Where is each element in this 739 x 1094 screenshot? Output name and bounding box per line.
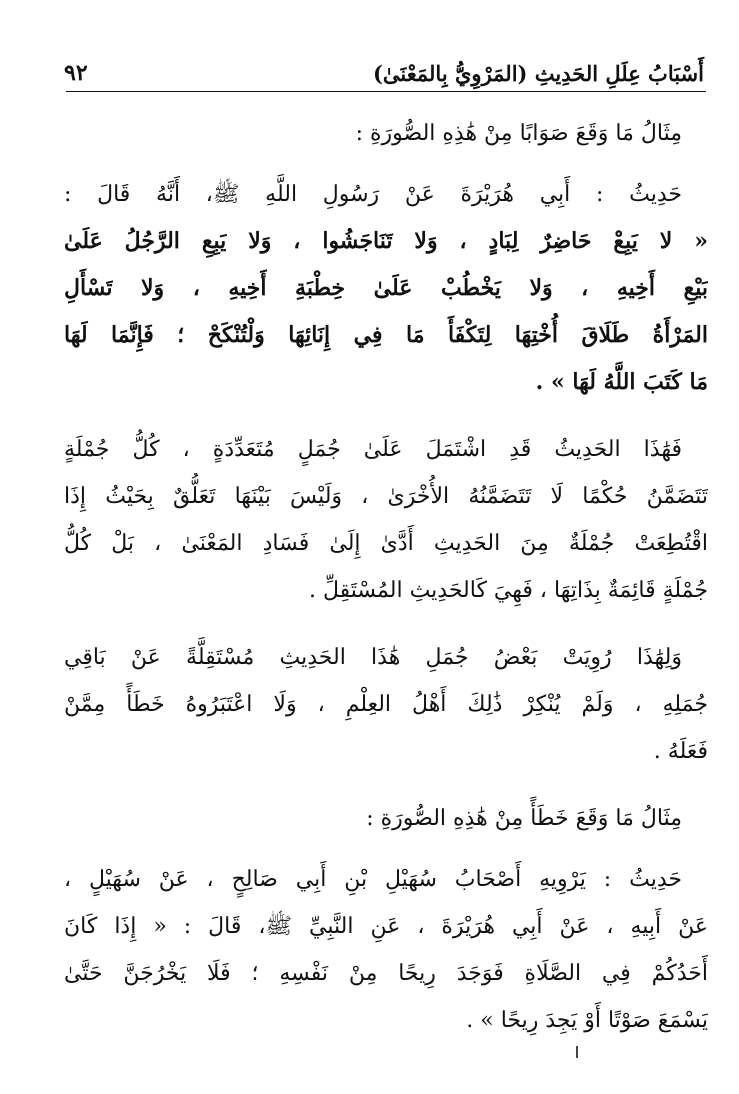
header-divider (66, 91, 706, 92)
page-body (64, 110, 708, 1044)
text-line: تَتَضَمَّنُ حُكْمًا لَا تَتَضَمَّنُهُ الأُخْرَىٰ ، وَلَيْسَ بَيْنَهَا تَعَلُّقٌ بِحَيْثُ إِذَا (64, 484, 708, 509)
hadith-paragraph (64, 171, 708, 406)
note-paragraph (64, 634, 708, 775)
text-line: عَنْ أَبِيهِ ، عَنْ أَبِي هُرَيْرَةَ ، عَنِ النَّبِيِّ ﷺ، قَالَ : « إِذَا كَانَ (64, 914, 708, 939)
text-line: أَحَدُكُمْ فِي الصَّلَاةِ فَوَجَدَ رِيحًا مِنْ نَفْسِهِ ؛ فَلَا يَخْرُجَنَّ حَتَّىٰ (64, 961, 708, 986)
text-line: مَا كَتَبَ اللَّهُ لَهَا » . (535, 369, 708, 395)
page-number: ٩٢ (64, 60, 88, 86)
spacer (64, 406, 708, 426)
text-line: المَرْأَةُ طَلَاقَ أُخْتِهَا لِتَكْفَأَ مَا فِي إِنَائِهَا وَلْتُنْكَحْ ؛ فَإِنَّمَا لَهَا (64, 322, 708, 348)
page-mark (576, 1046, 578, 1058)
page-header (64, 46, 704, 86)
text-line: جُمْلَةٍ قَائِمَةٌ بِذَاتِهَا ، فَهِيَ كَالحَدِيثِ المُسْتَقِلِّ . (309, 578, 708, 603)
text-line: حَدِيثُ : يَرْوِيهِ أَصْحَابُ سُهَيْلِ بْنِ أَبِي صَالِحٍ ، عَنْ سُهَيْلٍ ، (64, 867, 682, 892)
text-line: فَهَٰذَا الحَدِيثُ قَدِ اشْتَمَلَ عَلَىٰ جُمَلٍ مُتَعَدِّدَةٍ ، كُلُّ جُمْلَةٍ (64, 437, 682, 462)
hadith-paragraph (64, 856, 708, 1044)
text-line: بَيْعِ أَخِيهِ ، وَلا يَخْطُبْ عَلَىٰ خِطْبَةِ أَخِيهِ ، وَلا تَسْأَلِ (64, 275, 708, 301)
section-heading: مِثَالُ مَا وَقَعَ خَطَأً مِنْ هَٰذِهِ الصُّورَةِ : (366, 806, 682, 831)
text-line: يَسْمَعَ صَوْتًا أَوْ يَجِدَ رِيحًا » . (466, 1008, 708, 1033)
text-line: اقْتُطِعَتْ جُمْلَةٌ مِنَ الحَدِيثِ أَدَّىٰ إِلَىٰ فَسَادِ المَعْنَىٰ ، بَلْ كُلُّ (64, 531, 708, 556)
text-line: وَلِهَٰذَا رُوِيَتْ بَعْضُ جُمَلِ هَٰذَا الحَدِيثِ مُسْتَقِلَّةً عَنْ بَاقِي (64, 645, 682, 670)
running-title: أَسْبَابُ عِلَلِ الحَدِيثِ (المَرْوِيُّ بِالمَعْنَىٰ) (372, 61, 704, 86)
text-line: فَعَلَهُ . (653, 739, 708, 764)
text-line: جُمَلِهِ ، وَلَمْ يُنْكِرْ ذَٰلِكَ أَهْلُ العِلْمِ ، وَلَا اعْتَبَرُوهُ خَطَأً مِمَّنْ (64, 692, 708, 717)
spacer (64, 157, 708, 171)
explanation-paragraph (64, 426, 708, 614)
spacer (64, 614, 708, 634)
text-line: حَدِيثُ : أَبِي هُرَيْرَةَ عَنْ رَسُولِ اللَّهِ ﷺ، أَنَّهُ قَالَ : (64, 182, 682, 207)
spacer (64, 775, 708, 795)
spacer (64, 842, 708, 856)
section-heading: مِثَالُ مَا وَقَعَ صَوَابًا مِنْ هَٰذِهِ الصُّورَةِ : (355, 121, 682, 146)
text-line: « لا يَبِعْ حَاضِرٌ لِبَادٍ ، وَلا تَنَاجَشُوا ، وَلا يَبِعِ الرَّجُلُ عَلَىٰ (64, 228, 708, 254)
